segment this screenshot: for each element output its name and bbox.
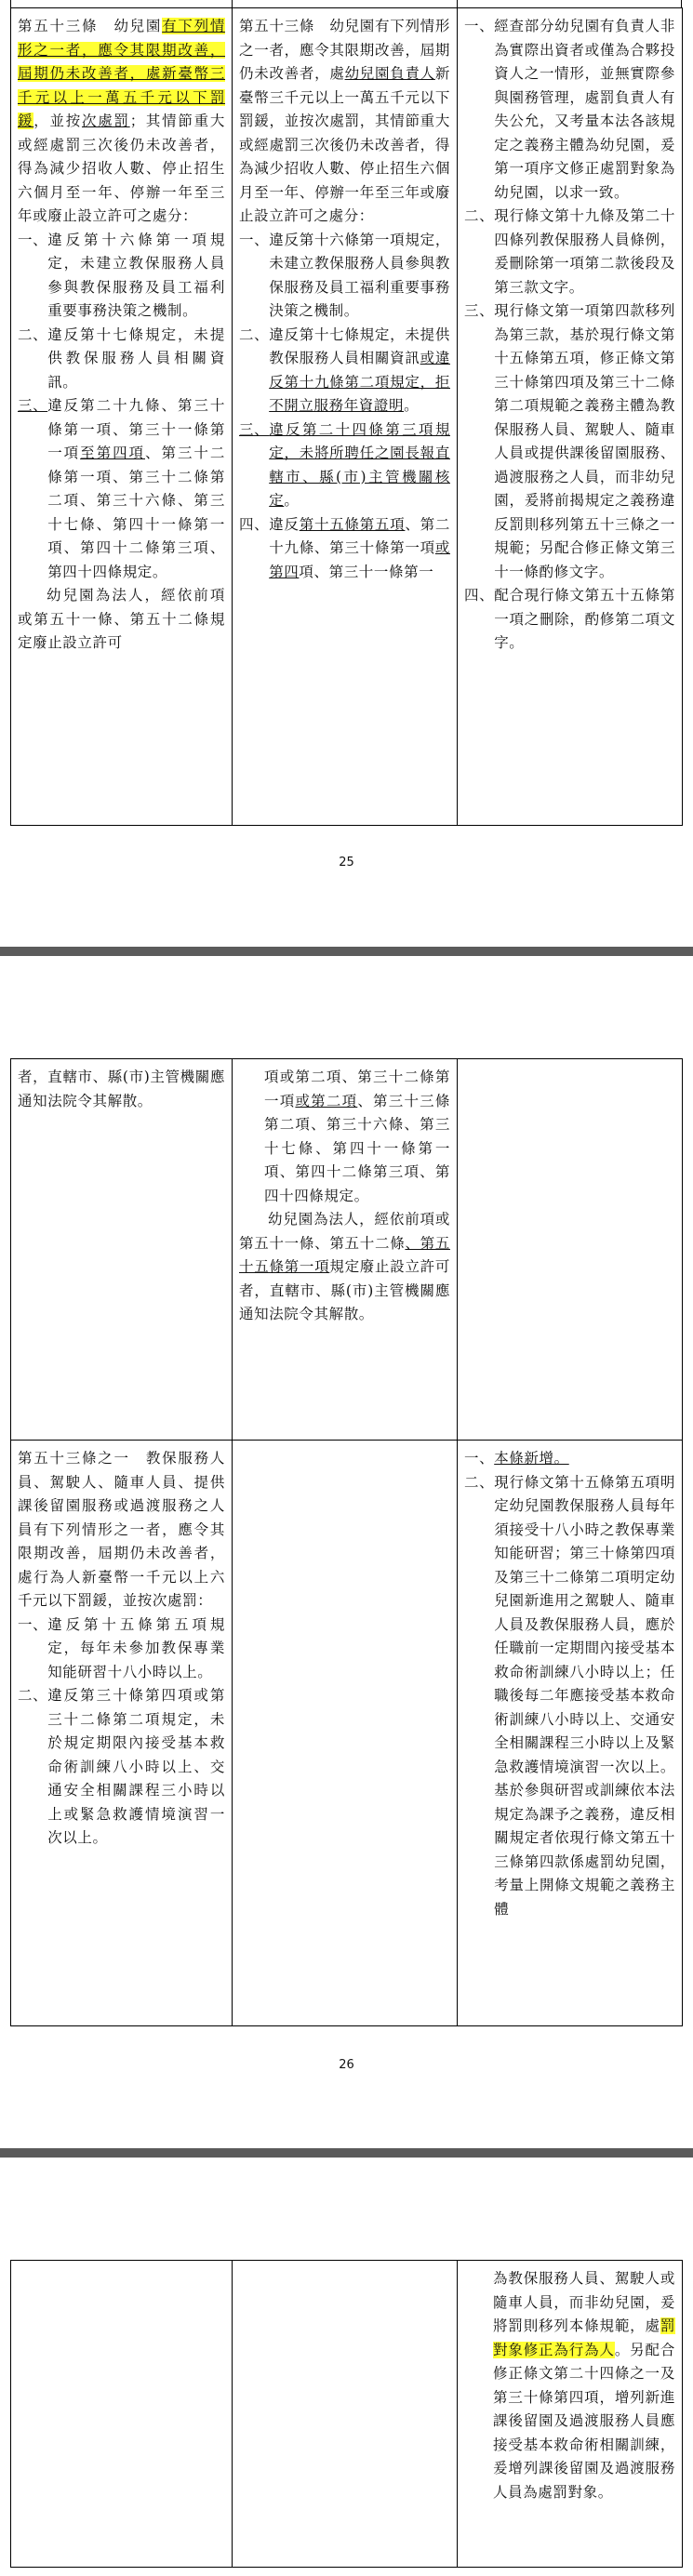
current-article-53-continued: 項或第二項、第三十二條第一項或第二項、第三十三條第二項、第三十六條、第三十七條、第四十一條第一項、第四十二條第三項、第四十四條規定。 幼兒園為法人，經依前項或第五十一條、第五十二條、第五十五條第一項規定廢止設立許可者，直轄市、縣(市)主管機關應通知法院令其解散。 bbox=[233, 1059, 458, 1441]
comparison-table-page-27 bbox=[10, 2260, 683, 2568]
amended-article-53: 第五十三條 幼兒園有下列情形之一者，應令其限期改善，屆期仍未改善者，處新臺幣三千元以上一萬五千元以下罰鍰，並按次處罰；其情節重大或經處罰三次後仍未改善者，得為減少招收人數、停止招生六個月至一年、停辦一年至三年或廢止設立許可之處分： 一、 違反第十六條第一項規定，未建立教保服務人員參與教保服務及員工福利重要事務決策之機制。 二、 違反第十七條規定，未提供教保服務人員相關資訊。 三、 違反第二十九條、第三十條第一項、第三十一條第一項至第四項、第三十二條第一項、第三十二條第二項、第三十六條、第三十七條、第四十一條第一項、第四十二條第三項、第四十四條規定。 幼兒園為法人，經依前項或第五十一條、第五十二條規定廢止設立許可 bbox=[11, 8, 233, 826]
explanation-article-53: 一、 經查部分幼兒園有負責人非為實際出資者或僅為合夥投資人之一情形，並無實際參與園務管理，處罰負責人有失公允，又考量本法各該規定之義務主體為幼兒園，爰第一項序文修正處罰對象為幼兒園，以求一致。 二、 現行條文第十九條及第二十四條列教保服務人員條例，爰刪除第一項第二款後段及第三款文字。 三、 現行條文第一項第四款移列為第三款，基於現行條文第十五條第五項，修正條文第三十條第四項及第三十二條第二項規範之義務主體為教保服務人員、駕駛人、隨車人員或提供課後留園服務、過渡服務之人員，而非幼兒園，爰將前揭規定之義務違反罰則移列第五十三條之一規範；另配合修正條文第三十一條酌修文字。 四、 配合現行條文第五十五條第一項之刪除，酌修第二項文字。 bbox=[458, 8, 683, 826]
current-article-53-1-empty bbox=[233, 1441, 458, 2026]
comparison-table-page-25 bbox=[10, 7, 683, 826]
explanation-article-53-1: 一、 本條新增。 二、 現行條文第十五條第五項明定幼兒園教保服務人員每年須接受十八小時之教保專業知能研習；第三十條第四項及第三十二條第二項明定幼兒園新進用之駕駛人、隨車人員及教保服務人員，應於任職前一定期間內接受基本救命術訓練八小時以上；任職後每二年應接受基本救命術訓練八小時以上、交通安全相關課程三小時以上及緊急救護情境演習一次以上。基於參與研習或訓練依本法規定為課予之義務，違反相關規定者依現行條文第五十三條第四款係處罰幼兒園，考量上開條文規範之義務主體 bbox=[458, 1441, 683, 2026]
amended-column-empty bbox=[11, 2261, 233, 2568]
amended-article-53-continued: 者，直轄市、縣(市)主管機關應通知法院令其解散。 bbox=[11, 1059, 233, 1441]
current-column-empty bbox=[233, 2261, 458, 2568]
page-separator bbox=[0, 2148, 693, 2158]
page-number: 25 bbox=[339, 856, 354, 870]
explanation-empty bbox=[458, 1059, 683, 1441]
page-top-cutoff bbox=[10, 0, 682, 7]
page-number: 26 bbox=[339, 2058, 354, 2072]
current-article-53: 第五十三條 幼兒園有下列情形之一者，應令其限期改善，屆期仍未改善者，處幼兒園負責人新臺幣三千元以上一萬五千元以下罰鍰，並按次處罰，其情節重大或經處罰三次後仍未改善者，得為減少招收人數、停止招生六個月至一年、停辦一年至三年或廢止設立許可之處分： 一、 違反第十六條第一項規定，未建立教保服務人員參與教保服務及員工福利重要事務決策之機制。 二、 違反第十七條規定，未提供教保服務人員相關資訊或違反第十九條第二項規定，拒不開立服務年資證明。 三、 違反第二十四條第三項規定，未將所聘任之園長報直轄市、縣(市)主管機關核定。 四、 違反第十五條第五項、第二十九條、第三十條第一項或第四項、第三十一條第一 bbox=[233, 8, 458, 826]
comparison-table-page-26 bbox=[10, 1058, 683, 2026]
page-separator bbox=[0, 947, 693, 956]
amended-article-53-1: 第五十三條之一 教保服務人員、駕駛人、隨車人員、提供課後留園服務或過渡服務之人員有下列情形之一者，應令其限期改善，屆期仍未改善者，處行為人新臺幣一千元以上六千元以下罰鍰，並按次處罰： 一、 違反第十五條第五項規定，每年未參加教保專業知能研習十八小時以上。 二、 違反第三十條第四項或第三十二條第二項規定，未於規定期限內接受基本救命術訓練八小時以上、交通安全相關課程三小時以上或緊急救護情境演習一次以上。 bbox=[11, 1441, 233, 2026]
explanation-article-53-1-continued: 為教保服務人員、駕駛人或隨車人員，而非幼兒園，爰將罰則移列本條規範，處罰對象修正為行為人。另配合修正條文第二十四條之一及第三十條第四項，增列新進課後留園及過渡服務人員應接受基本救命術相關訓練，爰增列課後留園及過渡服務人員為處罰對象。 bbox=[458, 2261, 683, 2568]
